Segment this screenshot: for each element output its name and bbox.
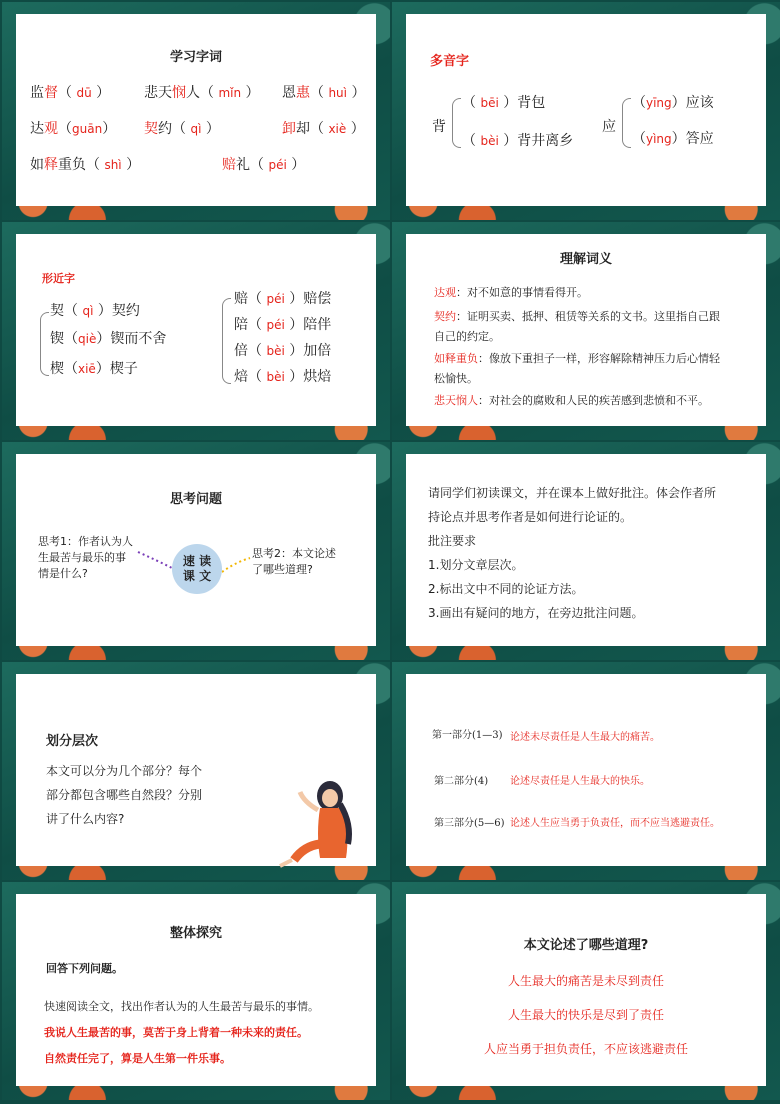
question-2: 思考2：本文论述 了哪些道理? [252, 547, 336, 576]
similar-char: 陪（ péi ）陪伴 [234, 317, 332, 333]
similar-char: 契（ qì ）契约 [50, 303, 140, 319]
word-item: 监督（ dū ） [30, 85, 111, 101]
word-item: 恩惠（ huì ） [282, 85, 366, 101]
similar-char: 赔（ péi ）赔偿 [234, 291, 332, 307]
slide-6[interactable] [392, 442, 780, 660]
slide-title: 形近字 [42, 272, 75, 285]
part-text: 论述人生应当勇于负责任，而不应当逃避责任。 [510, 818, 720, 829]
answer-1: 我说人生最苦的事，莫苦于身上背着一种未来的责任。 [44, 1026, 308, 1039]
center-bubble: 速 读 课 文 [172, 544, 222, 594]
slide-4[interactable] [392, 222, 780, 440]
slide-card [406, 234, 766, 426]
slide-card [406, 454, 766, 646]
char-bei: 背 [432, 119, 446, 135]
question-1: 思考1：作者认为人 生最苦与最乐的事 情是什么? [38, 535, 133, 580]
part-text: 论述尽责任是人生最大的快乐。 [510, 776, 650, 787]
definition-item: 达观：对不如意的事情看得开。 [434, 286, 588, 299]
instruction-line: 持论点并思考作者是如何进行论证的。 [428, 510, 633, 524]
slide-title: 划分层次 [46, 734, 99, 749]
reading-item: （ bèi ）背井离乡 [462, 133, 574, 149]
slide-title: 思考问题 [169, 492, 222, 507]
slide-8[interactable] [392, 662, 780, 880]
prompt-line: 部分都包含哪些自然段？分别 [46, 788, 203, 802]
answer-2: 自然责任完了，算是人生第一件乐事。 [44, 1052, 231, 1065]
instruction-line: 3.画出有疑问的地方，在旁边批注问题。 [428, 606, 644, 620]
slide-card [406, 674, 766, 866]
brace-icon [40, 312, 49, 376]
point-line: 人应当勇于担负责任，不应该逃避责任 [483, 1042, 688, 1056]
similar-char: 楔（xiē）楔子 [50, 361, 138, 377]
slide-card [16, 454, 376, 646]
prompt-line: 本文可以分为几个部分？每个 [46, 764, 203, 778]
definition-item: 如释重负：像放下重担子一样，形容解除精神压力后心情轻 [434, 352, 720, 365]
instruction-line: 1.划分文章层次。 [428, 558, 524, 572]
reading-item: （yīng）应该 [632, 95, 714, 111]
definition-cont: 自己的约定。 [434, 330, 500, 343]
subtitle: 回答下列问题。 [46, 962, 123, 975]
slide-2[interactable] [392, 2, 780, 220]
word-item: 如释重负（ shì ） [30, 157, 141, 173]
point-line: 人生最大的快乐是尽到了责任 [507, 1008, 664, 1022]
reading-item: （yìng）答应 [632, 131, 714, 147]
part-label: 第二部分(4) [434, 776, 489, 787]
char-ying: 应 [602, 119, 616, 135]
word-item: 悲天悯人（ mǐn ） [144, 85, 260, 101]
slide-title: 整体探究 [169, 926, 222, 941]
slide-5[interactable] [2, 442, 390, 660]
similar-char: 锲（qiè）锲而不舍 [50, 331, 167, 347]
definition-item: 契约：证明买卖、抵押、租赁等关系的文书。这里指自己跟 [434, 310, 720, 323]
slide-card [16, 234, 376, 426]
definition-cont: 松愉快。 [434, 372, 478, 385]
part-text: 论述未尽责任是人生最大的痛苦。 [510, 732, 660, 743]
slide-7[interactable] [2, 662, 390, 880]
slide-title: 多音字 [430, 54, 470, 69]
word-item: 赔礼（ péi ） [222, 157, 306, 173]
brace-icon [222, 298, 231, 384]
part-label: 第一部分(1—3) [432, 730, 503, 741]
slide-card [16, 14, 376, 206]
reading-item: （ bēi ）背包 [462, 95, 546, 111]
question: 快速阅读全文，找出作者认为的人生最苦与最乐的事情。 [44, 1000, 319, 1013]
slide-1[interactable] [2, 2, 390, 220]
slide-title: 本文论述了哪些道理? [523, 938, 649, 953]
slide-10[interactable] [392, 882, 780, 1100]
brace-icon [622, 98, 631, 148]
word-item: 达观（guān） [30, 121, 117, 137]
slide-card [406, 894, 766, 1086]
slide-3[interactable] [2, 222, 390, 440]
word-item: 契约（ qì ） [144, 121, 220, 137]
point-line: 人生最大的痛苦是未尽到责任 [507, 974, 664, 988]
part-label: 第三部分(5—6) [434, 818, 505, 829]
slide-card [16, 894, 376, 1086]
slide-card [16, 674, 376, 866]
word-item: 卸却（ xiè ） [282, 121, 365, 137]
brace-icon [452, 98, 461, 148]
slide-card [406, 14, 766, 206]
girl-illustration [268, 774, 368, 870]
slide-9[interactable] [2, 882, 390, 1100]
similar-char: 倍（ bèi ）加倍 [234, 343, 332, 359]
slide-title: 学习字词 [169, 50, 222, 65]
slide-title: 理解词义 [559, 252, 612, 267]
instruction-line: 2.标出文中不同的论证方法。 [428, 582, 584, 596]
definition-item: 悲天悯人：对社会的腐败和人民的疾苦感到悲愤和不平。 [434, 394, 709, 407]
instruction-line: 批注要求 [428, 534, 477, 548]
similar-char: 焙（ bèi ）烘焙 [234, 369, 332, 385]
prompt-line: 讲了什么内容? [46, 812, 125, 826]
instruction-line: 请同学们初读课文，并在课本上做好批注。体会作者所 [428, 486, 717, 500]
